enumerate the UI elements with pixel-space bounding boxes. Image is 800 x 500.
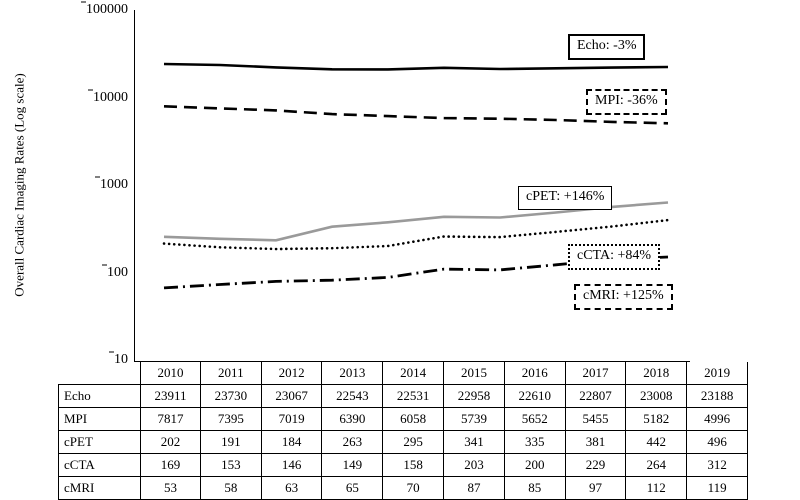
cell-echo-2017: 22807: [565, 385, 626, 408]
year-header: 2015: [444, 362, 505, 385]
callout-ccta: cCTA: +84%: [568, 244, 660, 270]
cell-cpet-2019: 496: [687, 431, 748, 454]
y-axis-title-text: Overall Cardiac Imaging Rates (Log scale): [12, 73, 27, 297]
table-row-years: [59, 362, 748, 385]
table-row: [59, 408, 748, 431]
cell-cpet-2018: 442: [626, 431, 687, 454]
cell-cmri-2017: 97: [565, 477, 626, 500]
y-tick-1000: 1000: [100, 177, 134, 193]
cell-cmri-2014: 70: [383, 477, 444, 500]
year-header: 2018: [626, 362, 687, 385]
table-row: [59, 477, 748, 500]
cell-mpi-2014: 6058: [383, 408, 444, 431]
row-label-echo: Echo: [59, 385, 141, 408]
cell-cmri-2018: 112: [626, 477, 687, 500]
cell-echo-2016: 22610: [504, 385, 565, 408]
row-label-ccta: cCTA: [59, 454, 141, 477]
cell-echo-2010: 23911: [141, 385, 201, 408]
callout-mpi: MPI: -36%: [586, 89, 667, 115]
cell-cmri-2015: 87: [444, 477, 505, 500]
cell-cpet-2016: 335: [504, 431, 565, 454]
row-label-mpi: MPI: [59, 408, 141, 431]
cell-cpet-2012: 184: [261, 431, 322, 454]
cell-ccta-2014: 158: [383, 454, 444, 477]
cell-ccta-2019: 312: [687, 454, 748, 477]
cell-echo-2019: 23188: [687, 385, 748, 408]
cell-ccta-2016: 200: [504, 454, 565, 477]
cell-cmri-2012: 63: [261, 477, 322, 500]
cell-mpi-2011: 7395: [200, 408, 261, 431]
year-header: 2012: [261, 362, 322, 385]
row-label-cpet: cPET: [59, 431, 141, 454]
cell-cpet-2010: 202: [141, 431, 201, 454]
year-header: 2011: [200, 362, 261, 385]
y-tick-10000: 10000: [93, 90, 134, 106]
table-row: [59, 431, 748, 454]
cell-mpi-2016: 5652: [504, 408, 565, 431]
plot-area: [86, 2, 690, 367]
year-header: 2016: [504, 362, 565, 385]
year-header: 2010: [141, 362, 201, 385]
cell-ccta-2015: 203: [444, 454, 505, 477]
cell-ccta-2013: 149: [322, 454, 383, 477]
cell-mpi-2012: 7019: [261, 408, 322, 431]
y-tick-100000: 100000: [86, 2, 134, 18]
cell-cmri-2010: 53: [141, 477, 201, 500]
callout-cmri: cMRI: +125%: [574, 284, 673, 310]
year-header: 2017: [565, 362, 626, 385]
series-line-echo: [164, 64, 668, 69]
cell-echo-2012: 23067: [261, 385, 322, 408]
table-row: [59, 454, 748, 477]
cell-ccta-2012: 146: [261, 454, 322, 477]
cell-mpi-2010: 7817: [141, 408, 201, 431]
cell-cpet-2011: 191: [200, 431, 261, 454]
cell-mpi-2019: 4996: [687, 408, 748, 431]
cell-echo-2013: 22543: [322, 385, 383, 408]
cell-ccta-2010: 169: [141, 454, 201, 477]
cell-cmri-2013: 65: [322, 477, 383, 500]
row-label-cmri: cMRI: [59, 477, 141, 500]
cell-cpet-2014: 295: [383, 431, 444, 454]
cell-echo-2015: 22958: [444, 385, 505, 408]
table-row: [59, 385, 748, 408]
y-tick-10: 10: [114, 352, 134, 368]
year-header: 2014: [383, 362, 444, 385]
cell-mpi-2015: 5739: [444, 408, 505, 431]
year-header: 2013: [322, 362, 383, 385]
data-table: [58, 362, 748, 500]
cell-ccta-2018: 264: [626, 454, 687, 477]
cell-ccta-2017: 229: [565, 454, 626, 477]
cell-ccta-2011: 153: [200, 454, 261, 477]
callout-echo: Echo: -3%: [568, 34, 645, 60]
values-table: [58, 362, 748, 500]
cell-cpet-2013: 263: [322, 431, 383, 454]
callout-cpet: cPET: +146%: [518, 186, 612, 210]
cell-cmri-2016: 85: [504, 477, 565, 500]
year-header: 2019: [687, 362, 748, 385]
y-axis-title: [8, 0, 32, 370]
cell-mpi-2017: 5455: [565, 408, 626, 431]
cell-cpet-2015: 341: [444, 431, 505, 454]
cell-echo-2011: 23730: [200, 385, 261, 408]
cell-echo-2014: 22531: [383, 385, 444, 408]
cell-echo-2018: 23008: [626, 385, 687, 408]
cell-cmri-2011: 58: [200, 477, 261, 500]
cell-mpi-2013: 6390: [322, 408, 383, 431]
cell-cmri-2019: 119: [687, 477, 748, 500]
cell-cpet-2017: 381: [565, 431, 626, 454]
y-tick-100: 100: [107, 265, 134, 281]
cell-mpi-2018: 5182: [626, 408, 687, 431]
table-corner-cell: [59, 362, 141, 385]
